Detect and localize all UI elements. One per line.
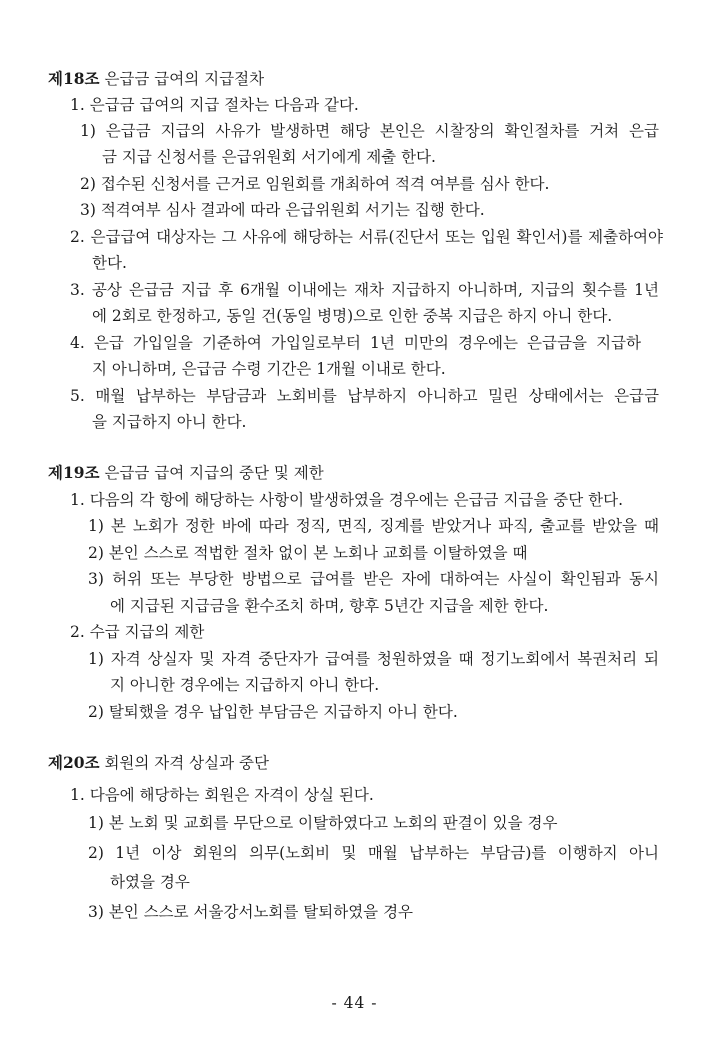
art18-item-2-cont: 한다. xyxy=(92,254,127,272)
art18-item-5-cont: 을 지급하지 아니 한다. xyxy=(92,413,247,431)
art20-item-1: 1. 다음에 해당하는 회원은 자격이 상실 된다. xyxy=(70,786,374,804)
article-heading: 은급금 급여의 지급절차 xyxy=(99,70,265,88)
art19-limit-1-cont: 지 아니한 경우에는 지급하지 아니 한다. xyxy=(110,676,380,694)
art19-subitem-3-cont: 에 지급된 지급금을 환수조치 하며, 향후 5년간 지급을 제한 한다. xyxy=(110,597,549,615)
art19-subitem-2: 2) 본인 스스로 적법한 절차 없이 본 노회나 교회를 이탈하였을 때 xyxy=(88,544,528,562)
article-number: 제20조 xyxy=(48,753,100,772)
art18-item-4-cont: 지 아니하며, 은급금 수령 기간은 1개월 이내로 한다. xyxy=(92,360,446,378)
art19-subitem-3: 3) 허위 또는 부당한 방법으로 급여를 받은 자에 대하여는 사실이 확인됨과 동시 xyxy=(88,570,659,588)
art18-item-5: 5. 매월 납부하는 부담금과 노회비를 납부하지 아니하고 밀린 상태에서는 은급금 xyxy=(70,387,659,405)
art19-limit-1: 1) 자격 상실자 및 자격 중단자가 급여를 청원하였을 때 정기노회에서 복권처리 되 xyxy=(88,650,659,668)
article-heading: 은급금 급여 지급의 중단 및 제한 xyxy=(99,464,324,482)
article-heading: 회원의 자격 상실과 중단 xyxy=(99,754,269,772)
art18-item-3-cont: 에 2회로 한정하고, 동일 건(동일 병명)으로 인한 중복 지급은 하지 아니 한다. xyxy=(92,307,613,325)
art18-subitem-2: 2) 접수된 신청서를 근거로 임원회를 개최하여 적격 여부를 심사 한다. xyxy=(80,175,550,193)
art20-subitem-3: 3) 본인 스스로 서울강서노회를 탈퇴하였을 경우 xyxy=(88,903,414,921)
art18-item-2: 2. 은급급여 대상자는 그 사유에 해당하는 서류(진단서 또는 입원 확인서)를 제출하여야 xyxy=(70,228,663,246)
art18-subitem-1-cont: 금 지급 신청서를 은급위원회 서기에게 제출 한다. xyxy=(102,148,436,166)
article-number: 제19조 xyxy=(48,463,100,482)
art19-item-1: 1. 다음의 각 항에 해당하는 사항이 발생하였을 경우에는 은급금 지급을 중단 한다. xyxy=(70,491,624,509)
art19-item-2: 2. 수급 지급의 제한 xyxy=(70,623,205,641)
article-18-title xyxy=(48,66,709,92)
art19-subitem-1: 1) 본 노회가 정한 바에 따라 정직, 면직, 징계를 받았거나 파직, 출교를 받았을 때 xyxy=(88,517,659,535)
article-20-title xyxy=(48,750,709,776)
article-number: 제18조 xyxy=(48,69,100,88)
article-19-title xyxy=(48,460,709,486)
art18-item-1: 1. 은급금 급여의 지급 절차는 다음과 같다. xyxy=(70,96,359,114)
art18-subitem-1: 1) 은급금 지급의 사유가 발생하면 해당 본인은 시찰장의 확인절차를 거쳐 은급 xyxy=(80,122,659,140)
page-number: - 44 - xyxy=(331,994,378,1012)
art18-subitem-3: 3) 적격여부 심사 결과에 따라 은급위원회 서기는 집행 한다. xyxy=(80,201,485,219)
art20-subitem-2-cont: 하였을 경우 xyxy=(110,873,190,891)
art18-item-3: 3. 공상 은급금 지급 후 6개월 이내에는 재차 지급하지 아니하며, 지급의 횟수를 1년 xyxy=(70,281,659,299)
art19-limit-2: 2) 탈퇴했을 경우 납입한 부담금은 지급하지 아니 한다. xyxy=(88,703,458,721)
art18-item-4: 4. 은급 가입일을 기준하여 가입일로부터 1년 미만의 경우에는 은급금을 지급하 xyxy=(70,334,641,352)
art20-subitem-2: 2) 1년 이상 회원의 의무(노회비 및 매월 납부하는 부담금)를 이행하지 아니 xyxy=(88,844,659,862)
art20-subitem-1: 1) 본 노회 및 교회를 무단으로 이탈하였다고 노회의 판결이 있을 경우 xyxy=(88,814,558,832)
